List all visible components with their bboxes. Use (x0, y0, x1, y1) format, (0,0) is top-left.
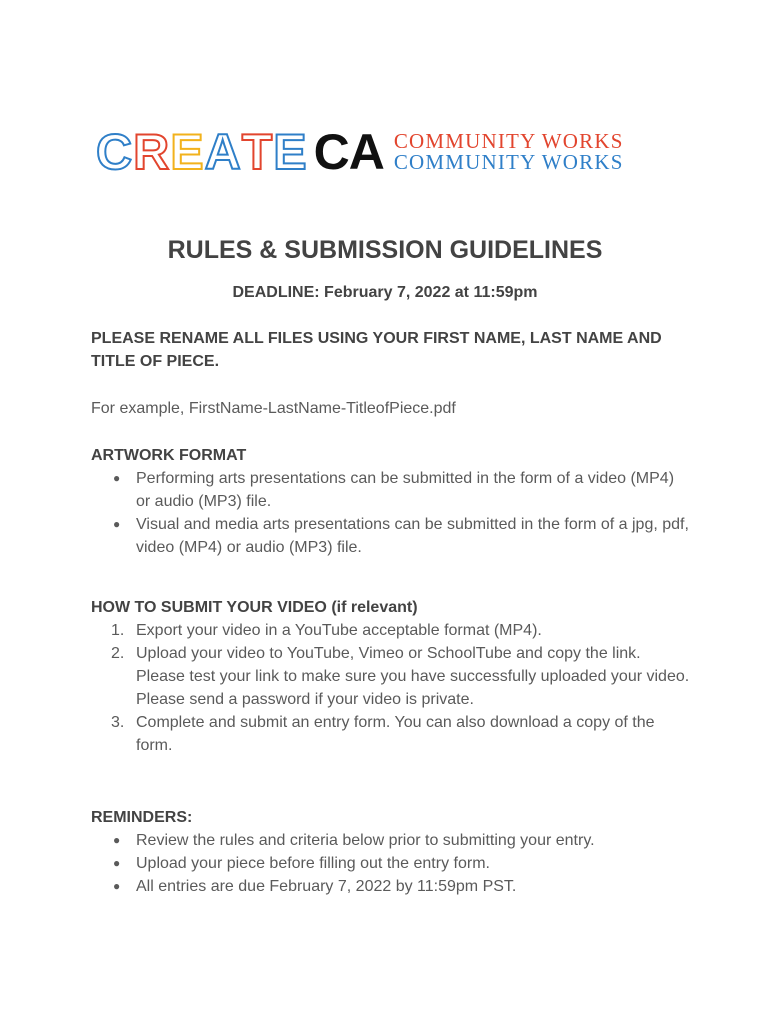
list-item-text: Review the rules and criteria below prior to submitting your entry. (136, 832, 595, 849)
artwork-format-heading: ARTWORK FORMAT (91, 447, 247, 464)
list-item-text: Export your video in a YouTube acceptable format (MP4). (136, 622, 542, 639)
list-item (91, 875, 691, 898)
step-number: 3. (111, 714, 125, 731)
list-item (91, 829, 691, 852)
list-item (91, 852, 691, 875)
logo-tagline (394, 131, 624, 173)
deadline-text: DEADLINE: February 7, 2022 at 11:59pm (232, 284, 538, 301)
reminders-list (91, 829, 691, 898)
logo-tagline-line2: COMMUNITY WORKS (393, 150, 624, 174)
list-item-text: Performing arts presentations can be submitted in the form of a video (MP4) or audio (MP3) file. (136, 470, 675, 510)
logo-tagline-line1: COMMUNITY WORKS (393, 129, 624, 153)
list-item-text: Complete and submit an entry form. You can also download a copy of the form. (136, 714, 655, 754)
list-item (91, 513, 691, 559)
list-item (91, 711, 691, 757)
bullet-icon: ● (113, 856, 121, 870)
list-item (91, 642, 691, 711)
rename-notice: PLEASE RENAME ALL FILES USING YOUR FIRST NAME, LAST NAME AND TITLE OF PIECE. (91, 330, 662, 370)
logo-create-wordmark (96, 124, 308, 180)
logo-letter: E (170, 124, 205, 180)
bullet-icon: ● (113, 879, 121, 893)
list-item-text: Upload your piece before filling out the entry form. (136, 855, 490, 872)
logo-letter: C (96, 124, 134, 180)
bullet-icon: ● (113, 517, 121, 531)
list-item-text: All entries are due February 7, 2022 by 11:59pm PST. (136, 878, 517, 895)
logo-ca-wordmark: CA (313, 124, 384, 180)
logo-letter: E (273, 124, 308, 180)
logo-letter: A (204, 124, 242, 180)
artwork-format-list (91, 467, 691, 559)
logo-letter: R (133, 124, 171, 180)
bullet-icon: ● (113, 471, 121, 485)
artwork-format-section (91, 444, 691, 559)
how-to-submit-section (91, 596, 691, 757)
how-to-submit-steps (91, 619, 691, 757)
list-item-text: Upload your video to YouTube, Vimeo or SchoolTube and copy the link. Please test your link to make sure you have successfully uploaded your video. Please send a password if your video is private. (136, 645, 690, 708)
reminders-section (91, 806, 691, 898)
step-number: 2. (111, 645, 125, 662)
page-title: RULES & SUBMISSION GUIDELINES (167, 236, 603, 264)
reminders-heading: REMINDERS: (91, 809, 193, 826)
how-to-submit-heading: HOW TO SUBMIT YOUR VIDEO (if relevant) (91, 599, 418, 616)
create-ca-logo (96, 124, 624, 180)
example-text: For example, FirstName-LastName-TitleofPiece.pdf (91, 400, 456, 417)
logo-letter: T (241, 124, 274, 180)
step-number: 1. (111, 622, 125, 639)
list-item-text: Visual and media arts presentations can be submitted in the form of a jpg, pdf, video (MP4) or audio (MP3) file. (136, 516, 689, 556)
list-item (91, 619, 691, 642)
list-item (91, 467, 691, 513)
bullet-icon: ● (113, 833, 121, 847)
